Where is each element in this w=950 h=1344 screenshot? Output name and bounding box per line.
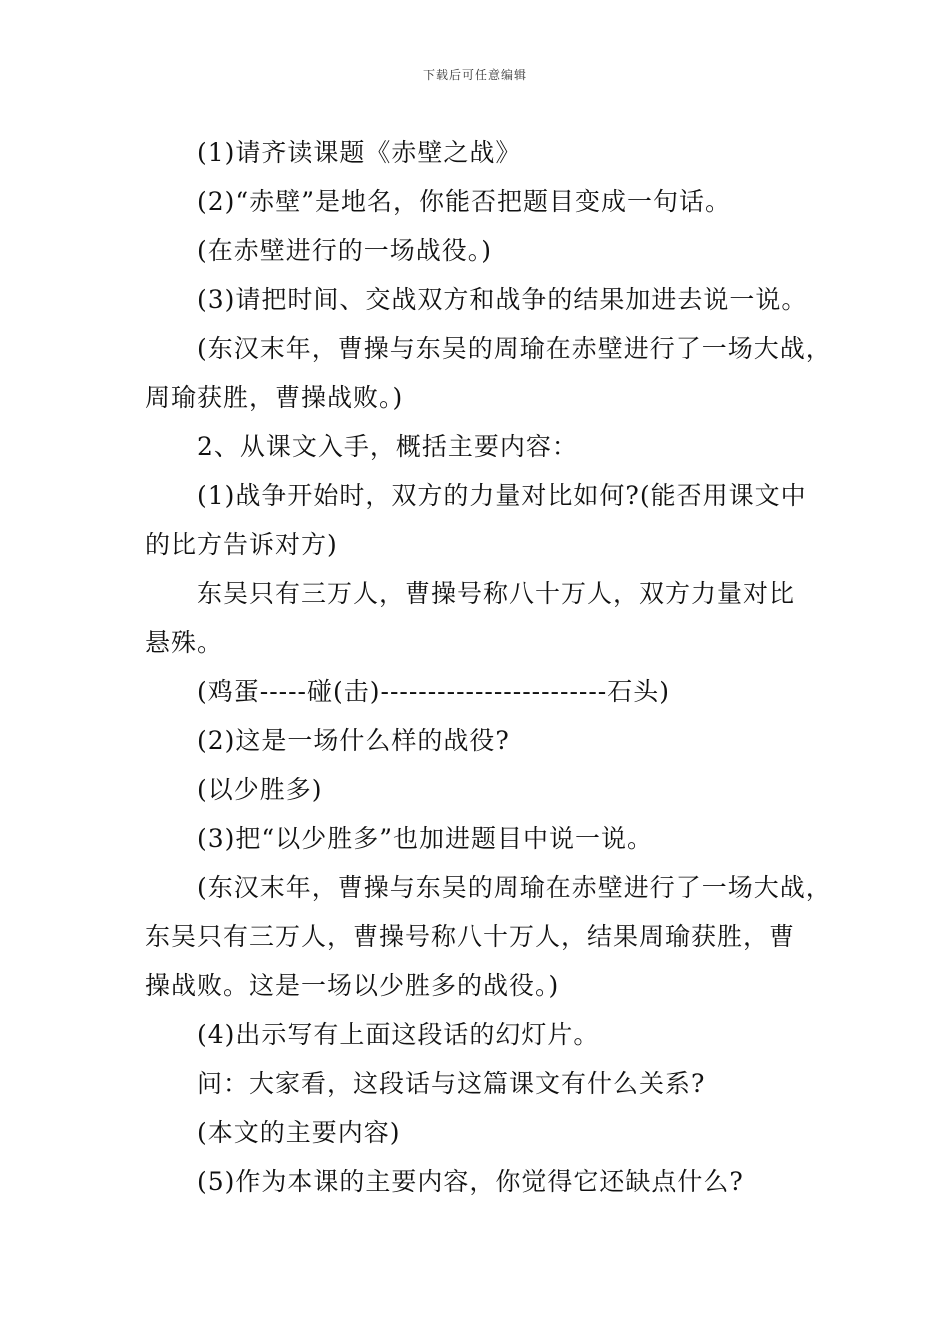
paragraph-line: (2)这是一场什么样的战役? bbox=[197, 726, 510, 755]
paragraph-line: 东吴只有三万人，曹操号称八十万人，双方力量对比 bbox=[197, 579, 796, 608]
paragraph-line: (4)出示写有上面这段话的幻灯片。 bbox=[197, 1020, 600, 1049]
paragraph-line: (东汉末年，曹操与东吴的周瑜在赤壁进行了一场大战， bbox=[197, 873, 832, 902]
document-body bbox=[145, 128, 835, 1206]
paragraph-line: 的比方告诉对方) bbox=[145, 530, 338, 559]
paragraph-line: (3)请把时间、交战双方和战争的结果加进去说一说。 bbox=[197, 285, 808, 314]
section-heading: 2、从课文入手，概括主要内容： bbox=[197, 432, 578, 461]
paragraph-line: (3)把“以少胜多”也加进题目中说一说。 bbox=[197, 824, 653, 853]
paragraph-line: 悬殊。 bbox=[145, 628, 224, 657]
paragraph-line: (东汉末年，曹操与东吴的周瑜在赤壁进行了一场大战， bbox=[197, 334, 832, 363]
paragraph-line: 东吴只有三万人，曹操号称八十万人，结果周瑜获胜，曹 bbox=[145, 922, 796, 951]
paragraph-line: (1)请齐读课题《赤壁之战》 bbox=[197, 138, 522, 167]
paragraph-line: (2)“赤壁”是地名，你能否把题目变成一句话。 bbox=[197, 187, 731, 216]
paragraph-line: 问：大家看，这段话与这篇课文有什么关系? bbox=[197, 1069, 706, 1098]
paragraph-line: (5)作为本课的主要内容，你觉得它还缺点什么? bbox=[197, 1167, 744, 1196]
paragraph-line: 操战败。这是一场以少胜多的战役。) bbox=[145, 971, 560, 1000]
paragraph-line: (本文的主要内容) bbox=[197, 1118, 401, 1147]
paragraph-line: (鸡蛋-----碰(击)------------------------石头) bbox=[197, 677, 670, 706]
paragraph-line: (1)战争开始时，双方的力量对比如何?(能否用课文中 bbox=[197, 481, 807, 510]
page-header: 下载后可任意编辑 bbox=[422, 68, 527, 82]
paragraph-line: 周瑜获胜，曹操战败。) bbox=[145, 383, 404, 412]
paragraph-line: (以少胜多) bbox=[197, 775, 323, 804]
paragraph-line: (在赤壁进行的一场战役。) bbox=[197, 236, 493, 265]
